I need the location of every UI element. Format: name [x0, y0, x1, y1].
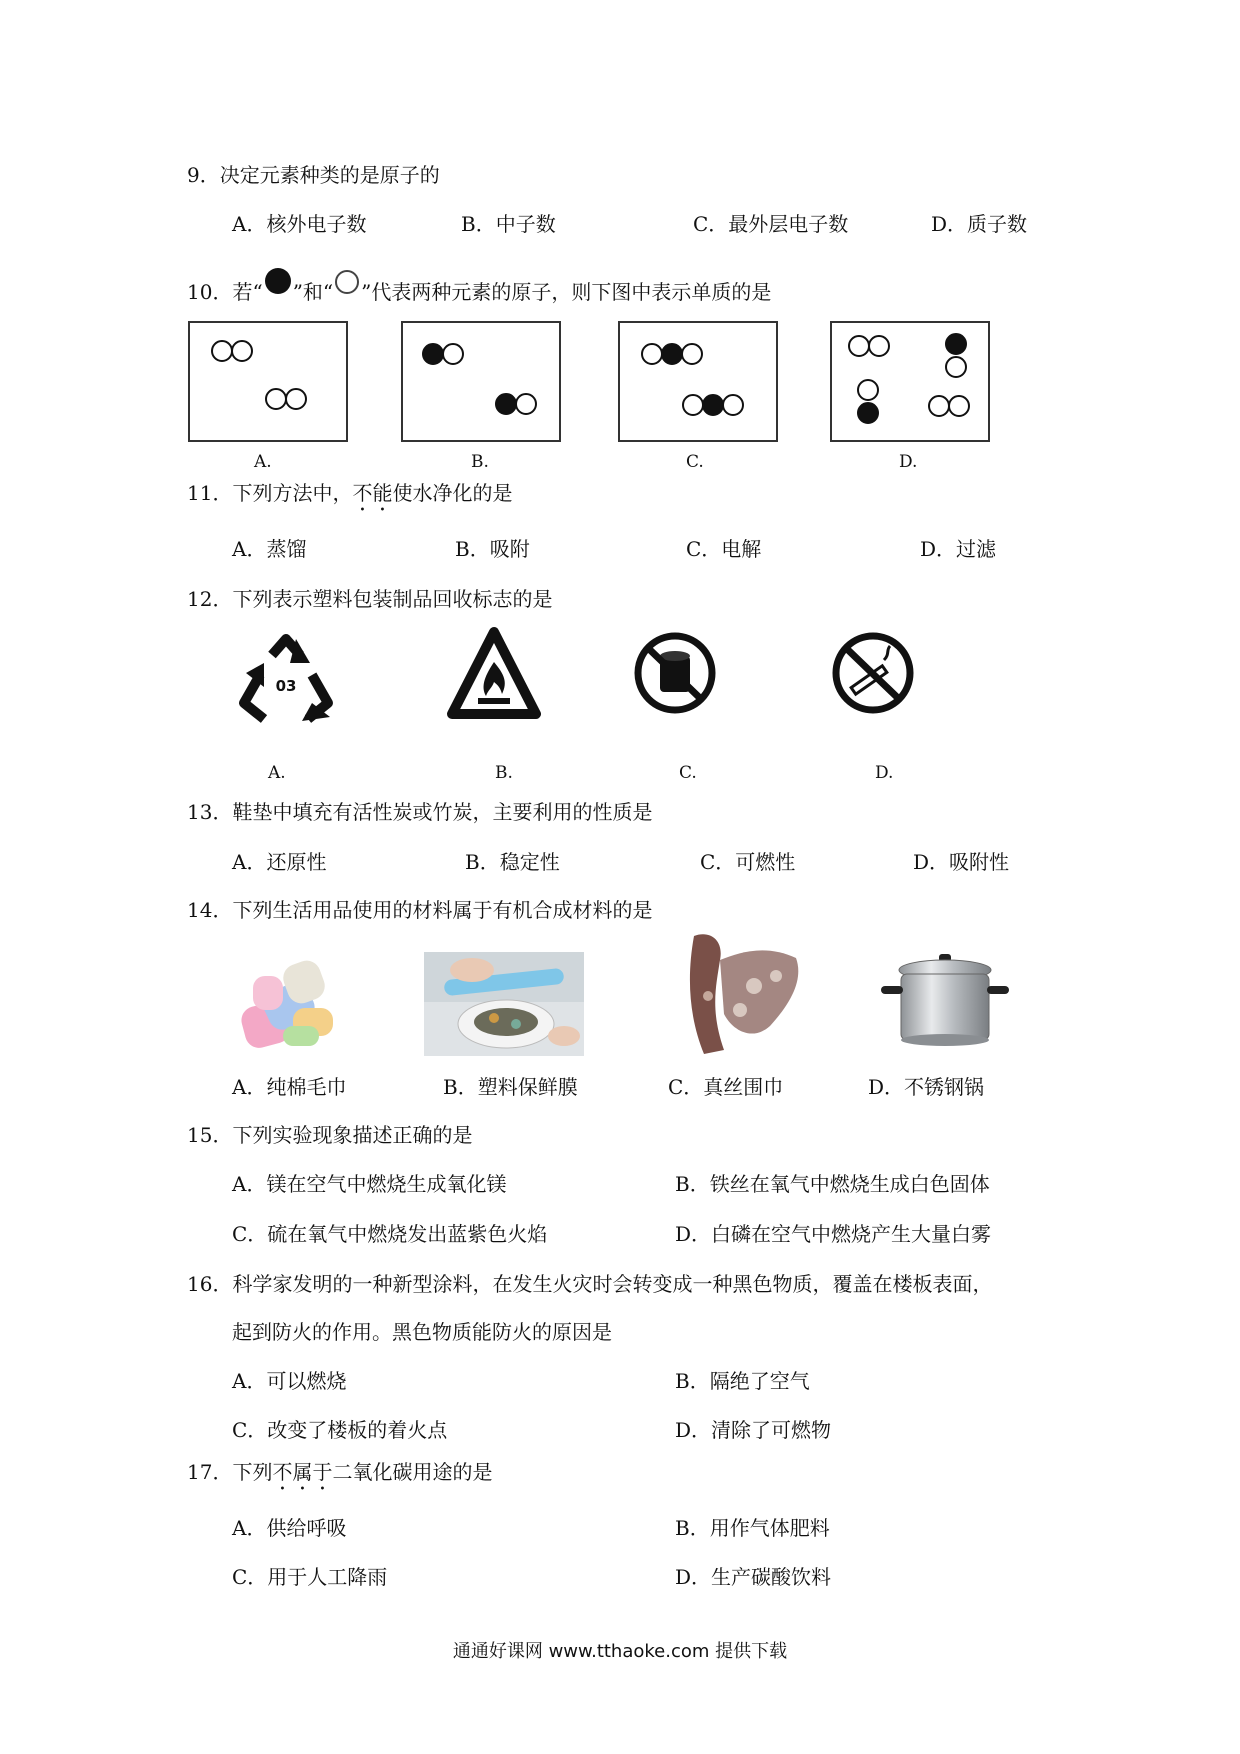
- flammable-warning-icon: [446, 626, 542, 722]
- cotton-towel-image: [235, 942, 345, 1054]
- q9-option-c: C．最外层电子数: [693, 212, 849, 236]
- black-atom: [661, 343, 683, 365]
- black-atom-icon: [265, 268, 291, 294]
- q16-option-b: B．隔绝了空气: [675, 1369, 810, 1393]
- q12-label-d: D.: [875, 763, 894, 783]
- black-atom: [702, 394, 724, 416]
- q10-label-d: D.: [899, 452, 918, 472]
- stainless-pot-image: [877, 950, 1011, 1050]
- q12-label-c: C.: [679, 763, 697, 783]
- white-atom: [945, 356, 967, 378]
- q17-stem-post: 二氧化碳用途的是: [332, 1460, 493, 1484]
- white-atom: [231, 340, 253, 362]
- black-atom: [945, 333, 967, 355]
- q12-stem: 12．下列表示塑料包装制品回收标志的是: [187, 587, 553, 611]
- q13-option-a: A．还原性: [232, 850, 327, 874]
- silk-scarf-image: [680, 930, 806, 1060]
- white-atom: [285, 388, 307, 410]
- q17-stem: [187, 1460, 492, 1495]
- q11-option-a: A．蒸馏: [232, 537, 307, 561]
- q12-label-a: A.: [268, 763, 286, 783]
- q15-option-c: C．硫在氧气中燃烧发出蓝紫色火焰: [232, 1222, 548, 1246]
- q13-stem: 13．鞋垫中填充有活性炭或竹炭，主要利用的性质是: [187, 800, 653, 824]
- white-atom: [682, 394, 704, 416]
- q16-option-a: A．可以燃烧: [232, 1369, 347, 1393]
- q17-option-b: B．用作气体肥料: [675, 1516, 830, 1540]
- q14-option-c: C．真丝围巾: [668, 1075, 784, 1099]
- white-atom: [722, 394, 744, 416]
- black-atom: [422, 343, 444, 365]
- recycle-symbol-icon: [236, 633, 336, 729]
- white-atom: [265, 388, 287, 410]
- q15-option-a: A．镁在空气中燃烧生成氧化镁: [232, 1172, 507, 1196]
- q17-option-d: D．生产碳酸饮料: [675, 1565, 832, 1589]
- q10-stem-post: ”代表两种元素的原子，则下图中表示单质的是: [361, 280, 772, 304]
- q17-option-c: C．用于人工降雨: [232, 1565, 388, 1589]
- white-atom: [442, 343, 464, 365]
- no-dumping-barrel-icon: [632, 630, 718, 716]
- q10-diagram-d: [830, 321, 990, 442]
- white-atom: [948, 395, 970, 417]
- q9-option-a: A．核外电子数: [232, 212, 367, 236]
- white-atom: [848, 335, 870, 357]
- q11-option-c: C．电解: [686, 537, 762, 561]
- q16-stem-line1: 16．科学家发明的一种新型涂料，在发生火灾时会转变成一种黑色物质，覆盖在楼板表面，: [187, 1272, 993, 1296]
- white-atom: [641, 343, 663, 365]
- q17-option-a: A．供给呼吸: [232, 1516, 347, 1540]
- q11-option-b: B．吸附: [455, 537, 530, 561]
- q10-label-b: B.: [471, 452, 489, 472]
- white-atom: [928, 395, 950, 417]
- q17-emphasis: 不属于: [272, 1460, 333, 1484]
- q17-stem-pre: 17．下列: [187, 1460, 273, 1484]
- q10-diagram-b: [401, 321, 561, 442]
- white-atom: [211, 340, 233, 362]
- white-atom: [681, 343, 703, 365]
- q15-stem: 15．下列实验现象描述正确的是: [187, 1123, 473, 1147]
- recycle-code: 03: [275, 677, 297, 695]
- q11-stem: [187, 481, 512, 516]
- q14-option-a: A．纯棉毛巾: [232, 1075, 347, 1099]
- white-atom-icon: [335, 270, 359, 294]
- no-smoking-icon: [830, 630, 916, 716]
- q10-diagram-a: [188, 321, 348, 442]
- plastic-wrap-image: [424, 952, 584, 1056]
- q10-label-a: A.: [254, 452, 272, 472]
- q10-stem-pre: 10．若“: [187, 280, 263, 304]
- q10-stem: [187, 276, 771, 304]
- q13-option-d: D．吸附性: [913, 850, 1010, 874]
- q13-option-c: C．可燃性: [700, 850, 796, 874]
- q11-emphasis: 不能: [352, 481, 393, 505]
- q14-option-d: D．不锈钢锅: [868, 1075, 985, 1099]
- white-atom: [857, 379, 879, 401]
- q10-stem-mid: ”和“: [292, 280, 334, 304]
- q10-diagram-c: [618, 321, 778, 442]
- q16-stem-line2: 起到防火的作用。黑色物质能防火的原因是: [232, 1320, 612, 1344]
- q15-option-d: D．白磷在空气中燃烧产生大量白雾: [675, 1222, 992, 1246]
- page-footer: 通通好课网 www.tthaoke.com 提供下载: [452, 1641, 788, 1662]
- q16-option-d: D．清除了可燃物: [675, 1418, 832, 1442]
- q9-stem: 9．决定元素种类的是原子的: [187, 163, 440, 187]
- white-atom: [515, 393, 537, 415]
- q10-label-c: C.: [686, 452, 704, 472]
- black-atom: [857, 402, 879, 424]
- q9-option-d: D．质子数: [931, 212, 1028, 236]
- q13-option-b: B．稳定性: [465, 850, 560, 874]
- q11-stem-pre: 11．下列方法中，: [187, 481, 353, 505]
- q11-stem-post: 使水净化的是: [392, 481, 513, 505]
- q9-option-b: B．中子数: [461, 212, 556, 236]
- white-atom: [868, 335, 890, 357]
- q14-stem: 14．下列生活用品使用的材料属于有机合成材料的是: [187, 898, 653, 922]
- q15-option-b: B．铁丝在氧气中燃烧生成白色固体: [675, 1172, 990, 1196]
- black-atom: [495, 393, 517, 415]
- q14-option-b: B．塑料保鲜膜: [443, 1075, 578, 1099]
- q12-label-b: B.: [495, 763, 513, 783]
- q11-option-d: D．过滤: [920, 537, 997, 561]
- q16-option-c: C．改变了楼板的着火点: [232, 1418, 448, 1442]
